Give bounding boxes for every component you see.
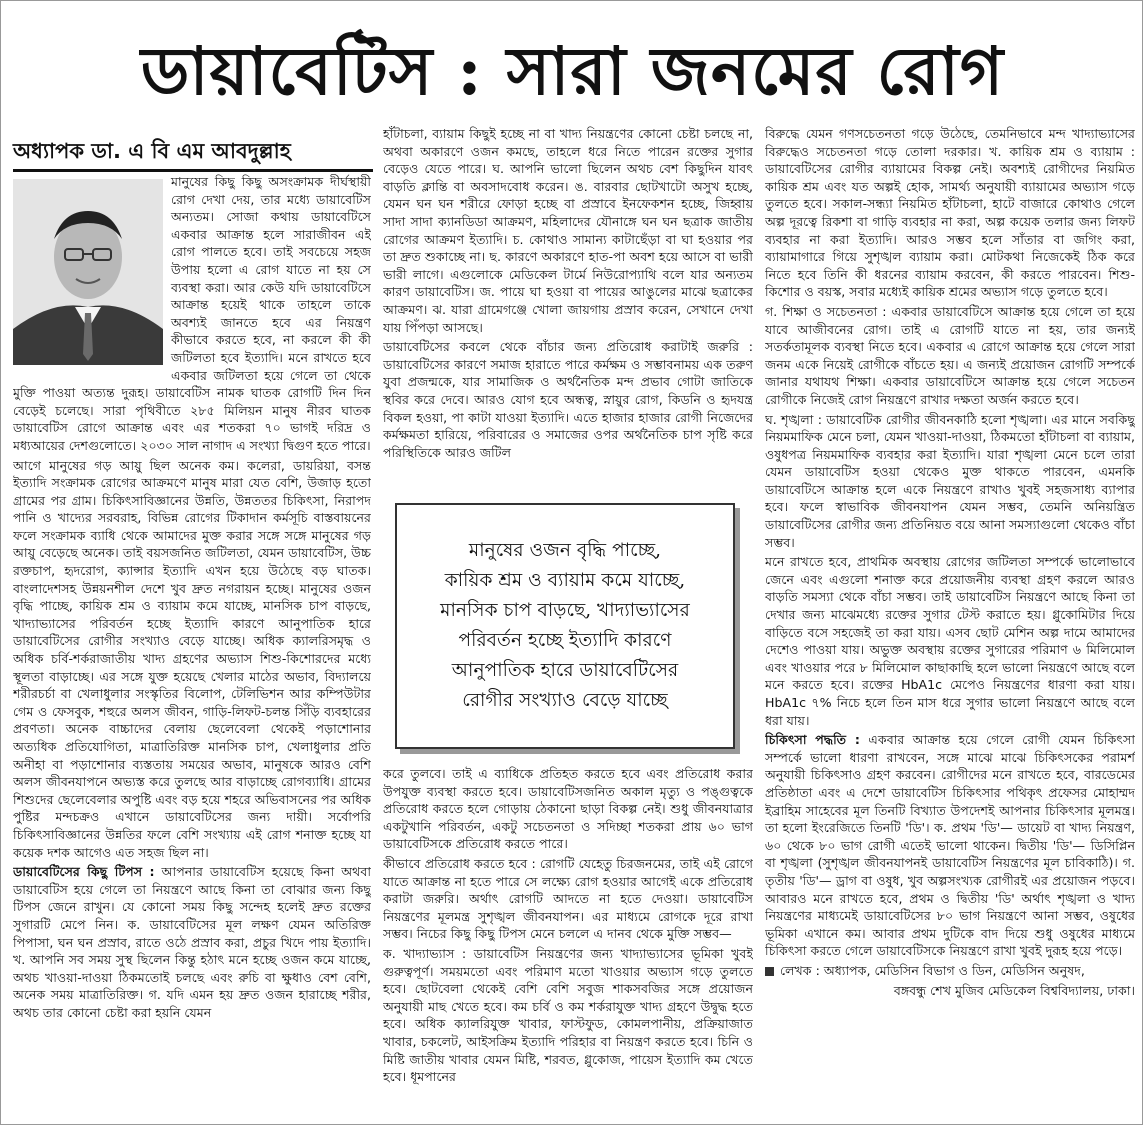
col1-paragraph-2: আগে মানুষের গড় আয়ু ছিল অনেক কম। কলেরা, ডায়রিয়া, বসন্ত ইত্যাদি সংক্রামক রোগের আক্রমণে মানুষ মারা যেত বেশি, উজাড় হতো গ্রামের পর গ্রাম। চিকিৎসাবিজ্ঞানের উন্নতি, উন্নততর চিকিৎসা, নিরাপদ পানি ও খাদ্যের সরবরাহ, বিভিন্ন রোগের টিকাদান কর্মসূচি বাস্তবায়নের ফলে সংক্রামক ব্যাধি থেকে আমাদের মুক্ত করার সঙ্গে সঙ্গে মানুষের গড় আয়ু বেড়েছে অনেক। তাই বয়সজনিত জটিলতা, যেমন ডায়াবেটিস, উচ্চ রক্তচাপ, হৃদরোগ, ক্যান্সার ইত্যাদি এখন হয়ে উঠেছে বড় ঘাতক। বাংলাদেশসহ উন্নয়নশীল দেশে খুব দ্রুত নগরায়ন হচ্ছে। মানুষের ওজন বৃদ্ধি পাচ্ছে, কায়িক শ্রম ও ব্যায়াম কমে যাচ্ছে, মানসিক চাপ বাড়ছে, খাদ্যাভ্যাসের পরিবর্তন হচ্ছে ইত্যাদি কারণে আনুপাতিক হারে ডায়াবেটিসের রোগীর সংখ্যাও বেড়ে যাচ্ছে। অধিক ক্যালরিসমৃদ্ধ ও অধিক চর্বি-শর্করাজাতীয় খাদ্য গ্রহণের অভ্যাস শিশু-কিশোরদের মধ্যে স্থূলতা বাড়াচ্ছে। এর সঙ্গে যুক্ত হয়েছে খেলার মাঠের অভাব, বিদ্যালয়ে শরীরচর্চা বা খেলাধুলার সংস্কৃতির বিলোপ, টেলিভিশন আর কম্পিউটার গেম ও ফেসবুক, শহুরে অলস জীবন, গাড়ি-লিফট-চলন্ত সিঁড়ি ব্যবহারের প্রবণতা। অনেক বাচ্চাদের বেলায় ছেলেবেলা থেকেই পড়াশোনার অত্যধিক প্রতিযোগিতা, মাত্রাতিরিক্ত মানসিক চাপ, খেলাধুলার প্রতি অনীহা বা পড়াশোনার ব্যস্ততায় সময়ের অভাব, মানুষকে আরও বেশি অলস জীবনযাপনে অভ্যস্ত করে তুলছে আর বাড়াচ্ছে রোগব্যাধি। গ্রামের শিশুদের ছেলেবেলার অপুষ্টি এবং বড় হয়ে শহরে অভিবাসনের পর অধিক পুষ্টির মন্দচক্রও এখানে ডায়াবেটিসের জন্য দায়ী। সর্বোপরি চিকিৎসাবিজ্ঞানের উন্নতির ফলে বেশি সংখ্যায় এই রোগ শনাক্ত হচ্ছে যা কয়েক দশক আগেও এত সহজ ছিল না। [13,457,371,860]
col1-paragraph-3 [13,863,371,1021]
bullet-square-icon [765,967,774,976]
col3-paragraph-4: মনে রাখতে হবে, প্রাথমিক অবস্থায় রোগের জটিলতা সম্পর্কে ভালোভাবে জেনে এবং এগুলো শনাক্ত করে প্রয়োজনীয় ব্যবস্থা গ্রহণ করলে আরও বাড়তি সমস্যা থেকে বাঁচা সম্ভব। তাই ডায়াবেটিস নিয়ন্ত্রণে আছে কিনা তা দেখার জন্য মাঝেমধ্যে রক্তের সুগার টেস্ট করাতে হয়। গ্লুকোমিটার দিয়ে বাড়িতে বসে সহজেই তা করা যায়। এসব ছোট মেশিন অল্প দামে আমাদের দেশেও পাওয়া যায়। অভুক্ত অবস্থায় রক্তের সুগারের পরিমাণ ৬ মিলিমোল এবং খাওয়ার পরে ৮ মিলিমোল কাছাকাছি হলে ভালো নিয়ন্ত্রণে আছে বলে মনে করতে হবে। রক্তের HbA1c মেপেও নিয়ন্ত্রণের ধারণা করা যায়। HbA1c ৭% নিচে হলে তিন মাস ধরে সুগার ভালো নিয়ন্ত্রণে আছে বলে ধরা যায়। [765,554,1135,728]
author-portrait-icon [13,179,163,365]
col2b-paragraph-3: ক. খাদ্যাভ্যাস : ডায়াবেটিস নিয়ন্ত্রণের জন্য খাদ্যাভ্যাসের ভূমিকা খুবই গুরুত্বপূর্ণ। সময়মতো এবং পরিমাণ মতো খাওয়ার অভ্যাস গড়ে তুলতে হবে। ছোটবেলা থেকেই বেশি বেশি সবুজ শাকসবজির সঙ্গে প্রয়োজন অনুযায়ী মাছ খেতে হবে। কম চর্বি ও কম শর্করাযুক্ত খাদ্য গ্রহণে উদ্বুদ্ধ হতে হবে। অধিক ক্যালরিযুক্ত খাবার, ফাস্টফুড, কোমলপানীয়, প্রক্রিয়াজাত খাবার, চকলেট, আইসক্রিম ইত্যাদি পরিহার বা নিয়ন্ত্রণ করতে হবে। চিনি ও মিষ্টি জাতীয় খাবার যেমন মিষ্টি, শরবত, গ্লুকোজ, পায়েস ইত্যাদি কম খেতে হবে। ধূমপানের [383,945,753,1085]
treatment-heading: চিকিৎসা পদ্ধতি : [765,732,860,748]
column-2-top [383,125,753,501]
col2-paragraph-1: হাঁটাচলা, ব্যায়াম কিছুই হচ্ছে না বা খাদ্য নিয়ন্ত্রণের কোনো চেষ্টা চলছে না, অথবা অকারণে ওজন কমছে, তাহলে ধরে নিতে পারেন রক্তের সুগার বেড়েও যেতে পারে। ঘ. আপনি ভালো ছিলেন অথচ বেশ কিছুদিন যাবৎ বাড়তি ক্লান্তি বা অবসাদবোধ করেন। ঙ. বারবার ছোটখাটো অসুখ হচ্ছে, যেমন ঘন ঘন শরীরে ফোড়া হচ্ছে বা প্রস্রাবে ইনফেকশন হচ্ছে, জিহ্বায় সাদা সাদা ক্যানডিডা আক্রমণ, মহিলাদের যৌনাঙ্গে ঘন ঘন ছত্রাক জাতীয় রোগের আক্রমণ ইত্যাদি। চ. কোথাও সামান্য কাটাছেঁড়া বা ঘা হওয়ার পর তা দ্রুত শুকাচ্ছে না। ছ. কারণে অকারণে হাত-পা অবশ হয়ে আসে বা ভারী ভারী লাগে। এগুলোকে মেডিকেল টার্মে নিউরোপ্যাথি বলে যার অন্যতম কারণ ডায়াবেটিস। জ. পায়ে ঘা হওয়া বা পায়ের আঙুলের মাঝে ছত্রাকের আক্রমণ। ঝ. যারা গ্রামেগঞ্জে খোলা জায়গায় প্রস্রাব করেন, সেখানে দেখা যায় পিঁপড়া আসছে। [383,126,753,335]
pull-quote-line: রোগীর সংখ্যাও বেড়ে যাচ্ছে [462,690,668,711]
byline: অধ্যাপক ডা. এ বি এম আবদুল্লাহ [13,139,291,163]
column-1 [13,173,371,1123]
author-line-1: লেখক : অধ্যাপক, মেডিসিন বিভাগ ও ডিন, মেডিসিন অনুষদ, [780,962,1085,978]
pull-quote-line: মানসিক চাপ বাড়ছে, খাদ্যাভ্যাসের [440,600,690,621]
author-note [765,962,1135,980]
treatment-text: একবার আক্রান্ত হয়ে গেলে রোগী যেমন চিকিৎসা সম্পর্কে ভালো ধারণা রাখবেন, সঙ্গে মাঝে মাঝে চিকিৎসকের পরামর্শ অনুযায়ী চিকিৎসাও গ্রহণ করবেন। রোগীদের মনে রাখতে হবে, বারডেমের প্রতিষ্ঠাতা এবং এ দেশে ডায়াবেটিস চিকিৎসার পথিকৃৎ প্রফেসর মোহাম্মদ ইব্রাহিম সাহেবের মূল তিনটি বিখ্যাত উপদেশই আপনার চিকিৎসার মূলমন্ত্র। তা হলো ইংরেজিতে তিনটি 'ডি'। ক. প্রথম 'ডি'— ডায়েট বা খাদ্য নিয়ন্ত্রণ, ৬০ থেকে ৮০ ভাগ রোগী এতেই ভালো থাকেন। দ্বিতীয় 'ডি'— ডিসিপ্লিন বা শৃঙ্খলা (সুশৃঙ্খল জীবনযাপনই ডায়াবেটিস নিয়ন্ত্রণের মূল চাবিকাঠি)। গ. তৃতীয় 'ডি'— ড্রাগ বা ওষুধ, খুব অল্পসংখ্যক রোগীরই এর প্রয়োজন পড়বে। আবারও মনে রাখতে হবে, প্রথম ও দ্বিতীয় 'ডি' অর্থাৎ শৃঙ্খলা ও খাদ্য নিয়ন্ত্রণের মাধ্যমেই ডায়াবেটিসের ৮০ ভাগ নিয়ন্ত্রণে আনা সম্ভব, ওষুধের ভূমিকা এখানে কম। আবার প্রথম দুটিকে বাদ দিয়ে শুধু ওষুধের মাধ্যমে চিকিৎসা করতে গেলে ডায়াবেটিসকে নিয়ন্ত্রণে রাখা খুবই দুরূহ হয়ে পড়ে। [765,732,1135,959]
column-3 [765,125,1135,1123]
col3-paragraph-3: ঘ. শৃঙ্খলা : ডায়াবেটিক রোগীর জীবনকাঠি হলো শৃঙ্খলা। এর মানে সবকিছু নিয়মমাফিক মেনে চলা, যেমন খাওয়া-দাওয়া, ঠিকমতো হাঁটাচলা বা ব্যায়াম, ওষুধপত্র নিয়মমাফিক ব্যবহার করা ইত্যাদি। যারা শৃঙ্খলা মেনে চলে তারা যেমন ডায়াবেটিস হওয়া থেকেও মুক্ত থাকতে পারবেন, এমনকি ডায়াবেটিসে আক্রান্ত হলে একে নিয়ন্ত্রণে রাখাও খুবই সহজসাধ্য ব্যাপার হবে। ফলে স্বাভাবিক জীবনযাপন যেমন সম্ভব, তেমনি অনিয়ন্ত্রিত ডায়াবেটিসের রোগীর জন্য প্রতিনিয়ত বয়ে আনা সমস্যাগুলো থেকেও বাঁচা সম্ভব। [765,411,1135,550]
tips-text: আপনার ডায়াবেটিস হয়েছে কিনা অথবা ডায়াবেটিস হয়ে গেলে তা নিয়ন্ত্রণে আছে কিনা তা বোঝার জন্য কিছু টিপস জেনে রাখুন। যে কোনো সময় কিছু সন্দেহ হলেই দ্রুত রক্তের সুগারটি মেপে নিন। ক. ডায়াবেটিসের মূল লক্ষণ যেমন অতিরিক্ত পিপাসা, ঘন ঘন প্রস্রাব, রাতে ওঠে প্রস্রাব করা, প্রচুর খিদে পায় ইত্যাদি। খ. আপনি সব সময় সুস্থ ছিলেন কিন্তু হঠাৎ মনে হচ্ছে ওজন কমে যাচ্ছে, অথচ খাওয়া-দাওয়া ঠিকমতোই চলছে এবং রুচি বা ক্ষুধাও বেশ বেশি, অনেক সময় মাত্রাতিরিক্ত। গ. যদি এমন হয় দ্রুত ওজন হারাচ্ছে শরীর, অথচ তার কোনো চেষ্টা করা হয়নি যেমন [13,864,371,1020]
col2b-paragraph-2: কীভাবে প্রতিরোধ করতে হবে : রোগটি যেহেতু চিরজনমের, তাই এই রোগে যাতে আক্রান্ত না হতে পারে সে লক্ষ্যে রোগ হওয়ার আগেই একে প্রতিরোধ করাটা জরুরি। অর্থাৎ রোগটি আদতে না হতে দেওয়া। ডায়াবেটিস নিয়ন্ত্রণের মূলমন্ত্র সুশৃঙ্খল জীবনযাপন। এর মাধ্যমে রোগকে দূরে রাখা সম্ভব। নিচের কিছু কিছু টিপস মেনে চললে এ দানব থেকে মুক্তি সম্ভব— [383,855,753,942]
col2b-paragraph-1: করে তুলবে। তাই এ ব্যাধিকে প্রতিহত করতে হবে এবং প্রতিরোধ করার উপযুক্ত ব্যবস্থা করতে হবে। ডায়াবেটিসজনিত অকাল মৃত্যু ও পঙ্গুত্বকে প্রতিরোধ করতে হলে গোড়ায় ঠেকানো ছাড়া বিকল্প নেই। শুধু জীবনযাত্রার একটুখানি পরিবর্তন, একটু সচেতনতা ও সদিচ্ছা শতকরা প্রায় ৬০ ভাগ ডায়াবেটিসকে প্রতিরোধ করতে পারে। [383,766,753,852]
col1-paragraph-1: মানুষের কিছু কিছু অসংক্রামক দীর্ঘস্থায়ী রোগ দেখা দেয়, তার মধ্যে ডায়াবেটিস অন্যতম। সোজা কথায় ডায়াবেটিসে একবার আক্রান্ত হলে সারাজীবন এই রোগ পালতে হবে। তাই সবচেয়ে সহজ উপায় হলো এ রোগ যাতে না হয় সে ব্যবস্থা করা। আর কেউ যদি ডায়াবেটিসে আক্রান্ত হয়েই থাকে তাহলে তাকে অবশ্যই জানতে হবে এর নিয়ন্ত্রণ কীভাবে করতে হবে, না করলে কী কী জটিলতা হবে ইত্যাদি। মনে রাখতে হবে একবার জটিলতা হয়ে গেলে তা থেকে মুক্তি পাওয়া অত্যন্ত দুরূহ। ডায়াবেটিস নামক ঘাতক রোগটি দিন দিন বেড়েই চলেছে। সারা পৃথিবীতে ২৮৫ মিলিয়ন মানুষ নীরব ঘাতক ডায়াবেটিস রোগে আক্রান্ত এবং এর শতকরা ৭০ ভাগই দরিদ্র ও মধ্যআয়ের দেশগুলোতে। ২০৩০ সাল নাগাদ এ সংখ্যা দ্বিগুণ হতে পারে। [13,174,371,453]
pull-quote-line: মানুষের ওজন বৃদ্ধি পাচ্ছে, [468,540,662,561]
tips-heading: ডায়াবেটিসের কিছু টিপস : [13,864,155,880]
pull-quote-line: আনুপাতিক হারে ডায়াবেটিসের [451,660,679,681]
column-2-bottom [383,765,753,1123]
col3-paragraph-1: বিরুদ্ধে যেমন গণসচেতনতা গড়ে উঠেছে, তেমনিভাবে মন্দ খাদ্যাভ্যাসের বিরুদ্ধেও সচেতনতা গড়ে তোলা দরকার। খ. কায়িক শ্রম ও ব্যায়াম : ডায়াবেটিসের রোগীর ব্যায়ামের বিকল্প নেই। অবশ্যই রোগীদের নিয়মিত কায়িক শ্রম এবং যত অল্পই হোক, সামর্থ্য অনুযায়ী ব্যায়ামের অভ্যাস গড়ে তুলতে হবে। সকাল-সন্ধ্যা নিয়মিত হাঁটাচলা, হাটে বাজারে কোথাও গেলে অল্প দূরত্বে রিকশা বা গাড়ি ব্যবহার না করা, অল্প কয়েক তলার জন্য লিফট ব্যবহার না করা ইত্যাদি। আরও সম্ভব হলে সাঁতার বা জগিং করা, ব্যায়ামাগারে গিয়ে সুশৃঙ্খল ব্যায়াম করা। মোটকথা নিজেকেই ঠিক করে নিতে হবে তিনি কী ধরনের ব্যায়াম করবেন, কী করতে পারবেন। শিশু-কিশোর ও বয়স্ক, সবার মধ্যেই কায়িক শ্রমের অভ্যাস গড়ে তুলতে হবে। [765,126,1135,300]
pull-quote-line: কায়িক শ্রম ও ব্যায়াম কমে যাচ্ছে, [444,570,686,591]
author-line-2: বঙ্গবন্ধু শেখ মুজিব মেডিকেল বিশ্ববিদ্যালয়, ঢাকা। [893,982,1135,998]
pull-quote-line: পরিবর্তন হচ্ছে ইত্যাদি কারণে [458,630,672,651]
col3-paragraph-2: গ. শিক্ষা ও সচেতনতা : একবার ডায়াবেটিসে আক্রান্ত হয়ে গেলে তা হয়ে যাবে আজীবনের রোগ। তাই এ রোগটি যাতে না হয়, তার জন্যই সতর্কতামূলক ব্যবস্থা নিতে হবে। একবার এ রোগে আক্রান্ত হয়ে গেলে সারা জনম একে নিয়েই রোগীকে বাঁচতে হয়। এ জন্যই প্রয়োজন রোগটি সম্পর্কে জানার যথাযথ শিক্ষা। একবার ডায়াবেটিসে আক্রান্ত হয়ে গেলে সচেতন রোগীকে নিজেই রোগ নিয়ন্ত্রণে রাখার দক্ষতা অর্জন করতে হবে। [765,303,1135,407]
col2-paragraph-2: ডায়াবেটিসের কবলে থেকে বাঁচার জন্য প্রতিরোধ করাটাই জরুরি : ডায়াবেটিসের কারণে সমাজ হারাতে পারে কর্মক্ষম ও সম্ভাবনাময় এক তরুণ যুবা প্রজন্মকে, যার সামাজিক ও অর্থনৈতিক মন্দ প্রভাব গোটা জাতিকে স্থবির করে দেবে। আরও যোগ হবে অন্ধত্ব, স্নায়ুর রোগ, কিডনি ও হৃদযন্ত্র বিকল হওয়া, পা কাটা যাওয়া ইত্যাদি। এতে হাজার হাজার রোগী নিজেদের কর্মক্ষমতা হারিয়ে, পরিবারের ও সমাজের ওপর অর্থনৈতিক চাপ সৃষ্টি করে পরিস্থিতিকে আরও জটিল [383,339,753,460]
byline-rule [13,169,373,172]
headline: ডায়াবেটিস : সারা জনমের রোগ [140,32,1005,110]
col3-paragraph-5 [765,731,1135,960]
pull-quote-box [395,503,735,749]
